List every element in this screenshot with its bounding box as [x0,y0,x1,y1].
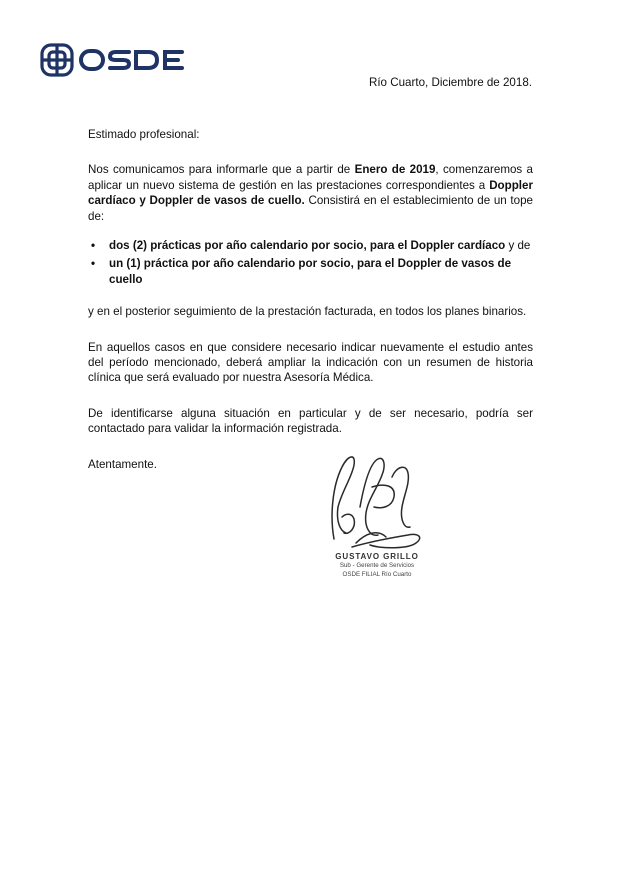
intro-text-1: Nos comunicamos para informarle que a partir de [88,163,355,177]
list-item-bold: un (1) práctica por año calendario por socio, para el Doppler de vasos de cuello [109,257,512,286]
intro-date-bold: Enero de 2019 [354,163,436,177]
list-item [88,256,533,287]
paragraph-contact: De identificarse alguna situación en particular y de ser necesario, podría ser contactado para validar la información registrada. [88,406,533,436]
date-line: Río Cuarto, Diciembre de 2018. [368,76,532,89]
list-item-bold: dos (2) prácticas por año calendario por socio, para el Doppler cardíaco [109,239,506,253]
salutation: Estimado profesional: [88,128,200,141]
intro-doppler-bold: Doppler cardíaco y Doppler de vasos de cuello. [88,178,533,208]
list-item [88,238,533,253]
osde-logo-mark [37,40,187,80]
signature-stamp [330,552,424,579]
closing: Atentamente. [88,457,157,471]
paragraph-followup: y en el posterior seguimiento de la prestación facturada, en todos los planes binarios. [88,305,527,319]
handwritten-signature [312,447,447,551]
paragraph-clinical-history: En aquellos casos en que considere necesario indicar nuevamente el estudio antes del período mencionado, deberá ampliar la indicación con un resumen de historia clínica que será evaluado por nuestra Asesoría Médica. [88,340,533,385]
list-item-tail: y de [505,239,531,253]
signer-office: OSDE FILIAL Río Cuarto [342,571,412,578]
intro-text-3: Consistirá en el establecimiento de un tope de: [88,194,533,223]
intro-text-2: , comenzaremos a aplicar un nuevo sistema de gestión en las prestaciones correspondientes a [88,163,533,192]
limits-list [88,238,533,287]
paragraph-intro [88,162,533,224]
osde-logo [37,40,187,80]
signer-role: Sub - Gerente de Servicios [339,562,415,569]
letter-body [88,127,533,472]
signer-name: GUSTAVO GRILLO [335,552,419,561]
